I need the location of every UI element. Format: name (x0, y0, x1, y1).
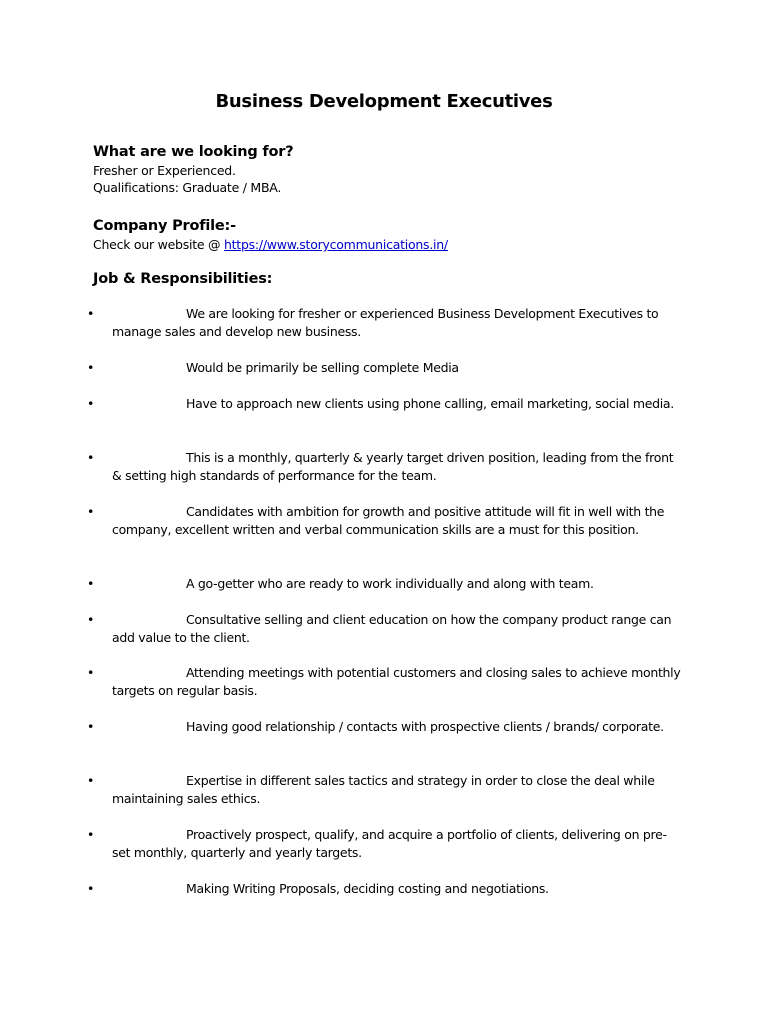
document-title: Business Development Executives (215, 91, 553, 112)
list-item (87, 611, 687, 651)
list-item (87, 359, 687, 399)
bullet-icon: • (87, 504, 95, 519)
bullet-icon: • (87, 450, 95, 465)
list-item-text: Candidates with ambition for growth and positive attitude will fit in well with the company, excellent written and verbal communication skills are a must for this position. (112, 504, 665, 537)
bullet-icon: • (87, 665, 95, 680)
company-profile-text: Check our website @ (93, 237, 224, 252)
list-item-text: Would be primarily be selling complete Media (186, 360, 459, 375)
bullet-icon: • (87, 827, 95, 842)
bullet-icon: • (87, 881, 95, 896)
list-item-text: This is a monthly, quarterly & yearly target driven position, leading from the front & setting high standards of performance for the team. (112, 450, 674, 483)
bullet-icon: • (87, 360, 95, 375)
list-item-text: A go-getter who are ready to work individually and along with team. (186, 576, 594, 591)
bullet-icon: • (87, 396, 95, 411)
bullet-icon: • (87, 576, 95, 591)
list-item-text: Have to approach new clients using phone calling, email marketing, social media. (186, 396, 674, 411)
list-item (87, 880, 687, 920)
bullet-icon: • (87, 612, 95, 627)
looking-for-line-1: Fresher or Experienced. (93, 163, 236, 178)
company-website-link[interactable]: https://www.storycommunications.in/ (223, 237, 448, 252)
list-item-text: Making Writing Proposals, deciding costing and negotiations. (186, 881, 549, 896)
list-item (87, 664, 687, 704)
looking-for-line-2: Qualifications: Graduate / MBA. (93, 180, 282, 195)
list-item (87, 503, 687, 543)
list-item-text: Having good relationship / contacts with prospective clients / brands/ corporate. (186, 719, 664, 734)
bullet-icon: • (87, 306, 95, 321)
list-item (87, 826, 687, 866)
list-item-text: Proactively prospect, qualify, and acquire a portfolio of clients, delivering on pre-set monthly, quarterly and yearly targets. (112, 827, 667, 860)
list-item (87, 718, 687, 758)
list-item (87, 449, 687, 489)
looking-for-heading: What are we looking for? (93, 144, 294, 160)
list-item (87, 395, 687, 435)
list-item (87, 305, 687, 345)
list-item (87, 575, 687, 615)
list-item-text: We are looking for fresher or experienced Business Development Executives to manage sales and develop new business. (112, 306, 659, 339)
list-item-text: Expertise in different sales tactics and strategy in order to close the deal while maintaining sales ethics. (112, 773, 655, 806)
list-item-text: Attending meetings with potential customers and closing sales to achieve monthly targets on regular basis. (112, 665, 681, 698)
company-profile-heading: Company Profile:- (93, 218, 236, 234)
list-item-text: Consultative selling and client education on how the company product range can add value to the client. (112, 612, 672, 645)
responsibilities-heading: Job & Responsibilities: (93, 271, 273, 287)
list-item (87, 772, 687, 812)
bullet-icon: • (87, 773, 95, 788)
bullet-icon: • (87, 719, 95, 734)
